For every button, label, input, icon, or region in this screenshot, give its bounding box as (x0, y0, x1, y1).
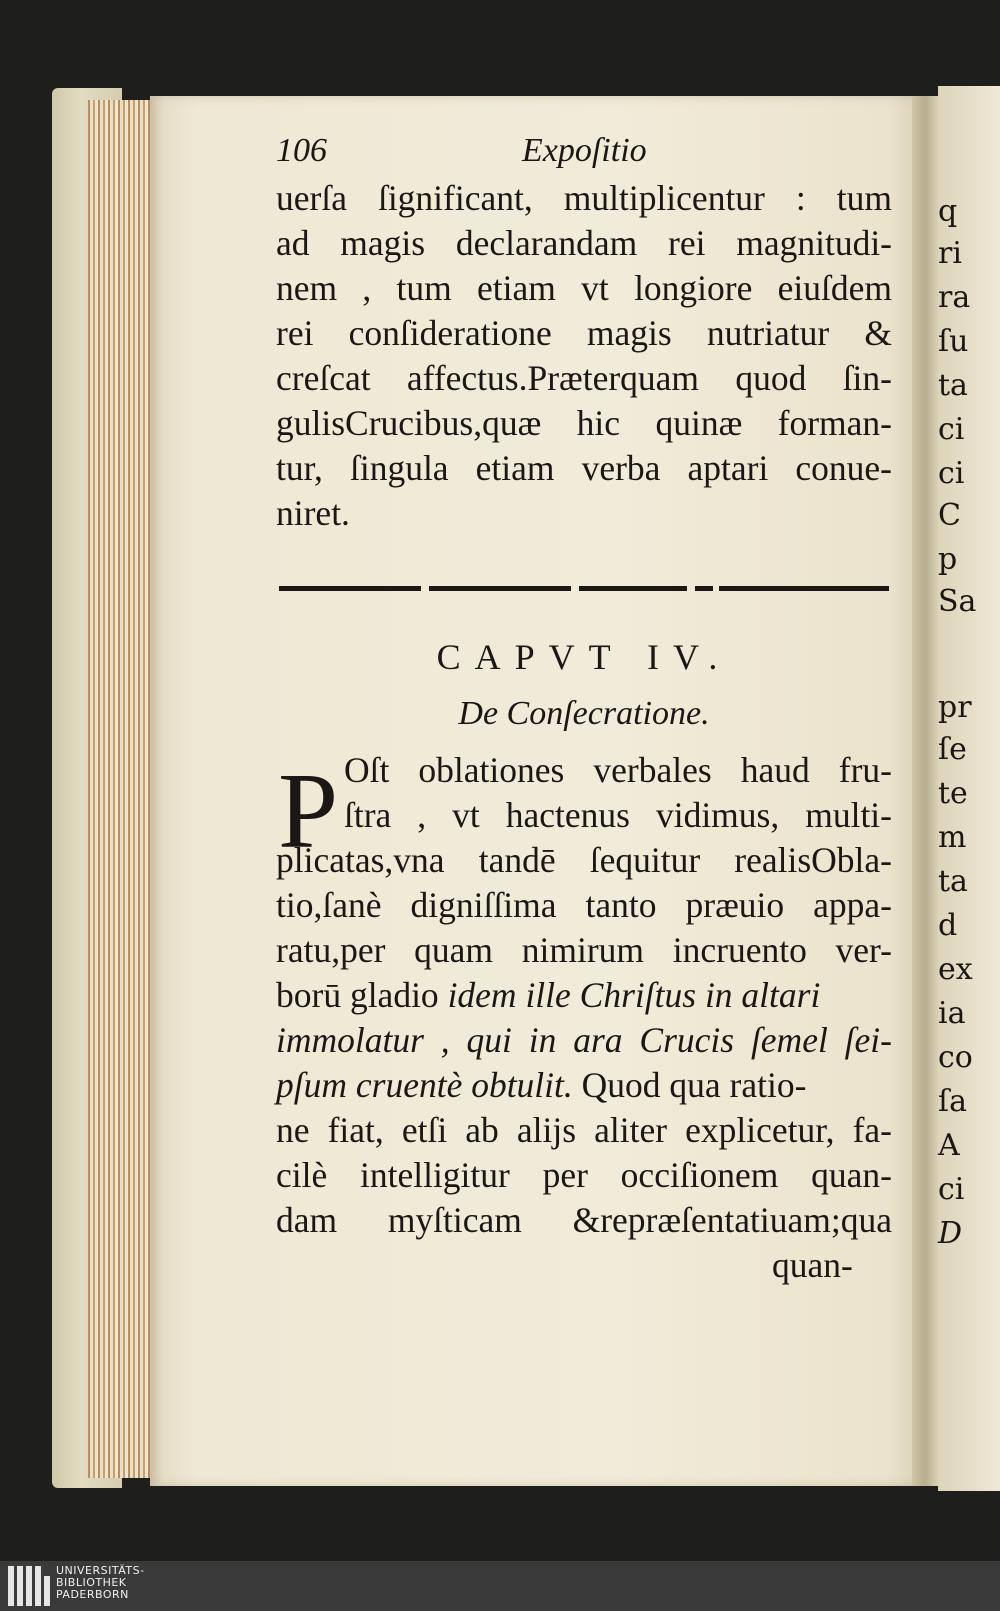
page-number: 106 (276, 132, 327, 169)
facing-letter: pr (938, 690, 972, 725)
institution-name (56, 1565, 145, 1601)
facing-letter: m (938, 820, 967, 855)
institution-line: BIBLIOTHEK (56, 1576, 127, 1589)
institution-line: PADERBORN (56, 1588, 129, 1601)
facing-letter: ci (938, 412, 965, 447)
facing-letter: ci (938, 1172, 965, 1207)
text-line: uerſa ſignificant, multiplicentur : tum (276, 178, 892, 218)
facing-letter: Sa (938, 584, 977, 619)
facing-letter: ex (938, 952, 973, 987)
text-line: plicatas,vna tandē ſequitur realisObla- (276, 840, 892, 880)
facing-letter: ra (938, 280, 971, 315)
text-line: ne fiat, etſi ab alijs aliter explicetur, fa- (276, 1110, 892, 1150)
text-line: Oſt oblationes verbales haud fru- (344, 750, 892, 790)
facing-letter: ri (938, 236, 962, 271)
facing-letter: ſe (938, 732, 967, 767)
library-logo (8, 1566, 54, 1606)
facing-letter: p (938, 542, 958, 577)
drop-cap: P (278, 752, 339, 871)
facing-letter: ci (938, 456, 965, 491)
italic-span: pſum cruentè obtulit. (276, 1065, 573, 1105)
facing-letter: d (938, 908, 958, 943)
text-line: immolatur , qui in ara Crucis ſemel ſei- (276, 1020, 892, 1060)
facing-page (938, 86, 1000, 1491)
text-line: gulisCrucibus,quæ hic quinæ forman- (276, 403, 892, 443)
facing-letter: ta (938, 368, 968, 403)
text-line: niret. (276, 493, 350, 533)
text-line: rei conſideratione magis nutriatur & (276, 313, 892, 353)
facing-letter: co (938, 1040, 973, 1075)
text-line: cilè intelligitur per occiſionem quan- (276, 1155, 892, 1195)
text-line (276, 1063, 806, 1108)
text-span: Quod qua ratio- (581, 1065, 807, 1105)
italic-span: idem ille Chriſtus in altari (447, 975, 821, 1015)
text-line (276, 973, 820, 1018)
running-title: Expoſitio (522, 132, 647, 169)
catchword: quan- (772, 1245, 853, 1285)
page-stack-edges (88, 100, 158, 1478)
text-line: ratu,per quam nimirum incruento ver- (276, 930, 892, 970)
text-line: ad magis declarandam rei magnitudi- (276, 223, 892, 263)
facing-letter: A (938, 1128, 960, 1163)
facing-letter: C (938, 498, 961, 533)
body-paragraph (276, 748, 892, 1288)
text-line: tio,ſanè digniſſima tanto præuio appa- (276, 885, 892, 925)
footer-bar (0, 1561, 1000, 1611)
text-line: ſtra , vt hactenus vidimus, multi- (344, 795, 892, 835)
facing-letter: ta (938, 864, 968, 899)
running-header (276, 132, 892, 178)
facing-letter: ſa (938, 1084, 967, 1119)
institution-line: UNIVERSITÄTS- (56, 1564, 145, 1577)
text-span: borū gladio (276, 975, 439, 1015)
chapter-heading: CAPVT IV. (436, 637, 732, 677)
book-gutter (912, 96, 938, 1486)
text-line: dam myſticam &repræſentatiuam;qua (276, 1200, 892, 1240)
facing-letter: te (938, 776, 968, 811)
facing-letter: D (938, 1216, 963, 1251)
text-line: tur, ſingula etiam verba aptari conue- (276, 448, 892, 488)
text-line: nem , tum etiam vt longiore eiuſdem (276, 268, 892, 308)
chapter-subtitle: De Conſecratione. (458, 695, 710, 732)
facing-letter: ſu (938, 324, 969, 359)
facing-letter: ia (938, 996, 966, 1031)
top-paragraph (276, 176, 892, 536)
text-line: creſcat affectus.Præterquam quod ſin- (276, 358, 892, 398)
facing-letter: q (938, 194, 958, 229)
ornamental-rule (279, 586, 889, 592)
